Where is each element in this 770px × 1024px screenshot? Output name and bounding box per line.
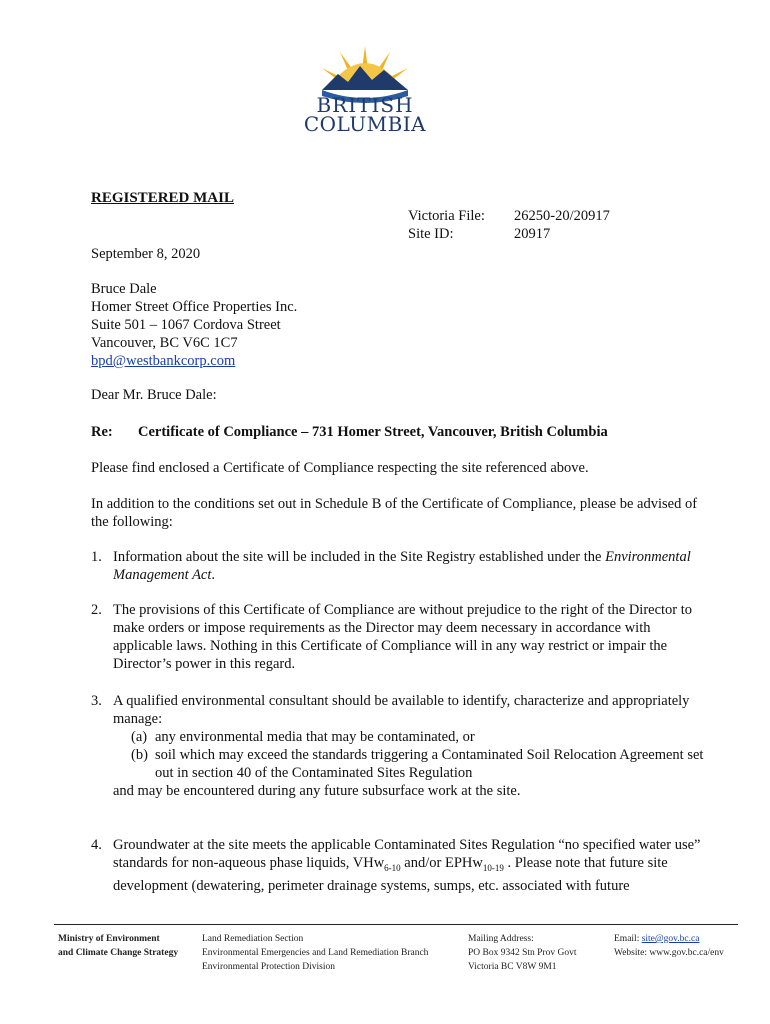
list-item [91,692,711,800]
footer-mailing-line3: Victoria BC V8W 9M1 [468,962,557,972]
footer-mailing-line2: PO Box 9342 Stn Prov Govt [468,948,577,958]
recipient-address [91,280,711,370]
item-number: 2. [91,602,102,618]
recipient-company: Homer Street Office Properties Inc. [91,299,298,315]
site-id-label: Site ID: [408,226,454,242]
sub-item-number: (b) [131,747,148,763]
item-text: Information about the site will be included in the Site Registry established under the [113,549,602,565]
item-tail: and may be encountered during any future subsurface work at the site. [113,783,521,799]
item-act-name: Environmental Management Act [113,549,691,583]
footer-ministry-line2: and Climate Change Strategy [58,948,179,958]
recipient-street: Suite 501 – 1067 Cordova Street [91,317,281,333]
item4-pre: Groundwater at the site meets the applicable Contaminated Sites Regulation “no specified water use” standards for non-aqueous phase liquids, VHw [113,837,701,871]
footer-mailing-line1: Mailing Address: [468,934,534,944]
footer-section-line3: Environmental Protection Division [202,962,335,972]
re-label: Re: [91,424,113,440]
footer-ministry-line1: Ministry of Environment [58,934,160,944]
item-text: The provisions of this Certificate of Compliance are without prejudice to the right of the Director to make orders or impose requirements as the Director may deem necessary in accordance with applicable laws. Nothing in this Certificate of Compliance will in any way restrict or impair the Director’s power in this regard. [113,602,693,672]
footer-email-link[interactable]: site@gov.bc.ca [641,934,700,944]
salutation: Dear Mr. Bruce Dale: [91,387,217,403]
paragraph-conditions: In addition to the conditions set out in Schedule B of the Certificate of Compliance, please be advised of the following: [91,496,698,530]
item-text [113,836,711,895]
item4-sub1: 6-10 [384,862,401,873]
wordmark-line1: BRITISH [316,93,414,117]
footer-section-line2: Environmental Emergencies and Land Remediation Branch [202,948,429,958]
footer-email-label: Email: [614,934,642,944]
re-text: Certificate of Compliance – 731 Homer Street, Vancouver, British Columbia [138,424,608,440]
item4-post: . Please note that future site development (dewatering, perimeter drainage systems, sumps, etc. associated with future [113,855,668,894]
footer-divider [54,924,738,925]
footer-ministry [58,932,178,960]
registered-mail-heading: REGISTERED MAIL [91,190,234,206]
footer-website: Website: www.gov.bc.ca/env [614,948,724,958]
recipient-email-link[interactable]: bpd@westbankcorp.com [91,353,236,369]
footer-section [202,932,428,974]
list-item [91,601,711,673]
footer-section-line1: Land Remediation Section [202,934,304,944]
file-reference [408,207,610,243]
item4-sub2: 10-19 [482,862,504,873]
wordmark-line2: COLUMBIA [303,112,427,136]
list-item [91,548,711,584]
sub-item-text: soil which may exceed the standards triggering a Contaminated Soil Relocation Agreement set out in section 40 of the Contaminated Sites Regulation [155,747,704,781]
bc-wordmark [300,93,430,136]
footer-mailing [468,932,576,974]
list-item [91,836,711,895]
item4-mid: and/or EPHw [400,855,483,871]
site-id-value: 20917 [514,226,551,242]
sub-item-text: any environmental media that may be contaminated, or [155,729,475,745]
subject-line [91,423,711,441]
item-number: 4. [91,837,102,853]
recipient-city: Vancouver, BC V6C 1C7 [91,335,238,351]
letter-date: September 8, 2020 [91,246,201,262]
item-text: A qualified environmental consultant should be available to identify, characterize and appropriately manage: [113,693,690,727]
item-number: 1. [91,549,102,565]
item-number: 3. [91,693,102,709]
footer-contact [614,932,724,960]
recipient-name: Bruce Dale [91,281,157,297]
victoria-file-value: 26250-20/20917 [514,208,610,224]
paragraph-enclosed: Please find enclosed a Certificate of Compliance respecting the site referenced above. [91,460,589,476]
victoria-file-label: Victoria File: [408,208,485,224]
item-end: . [211,567,216,583]
sub-item-number: (a) [131,729,148,745]
